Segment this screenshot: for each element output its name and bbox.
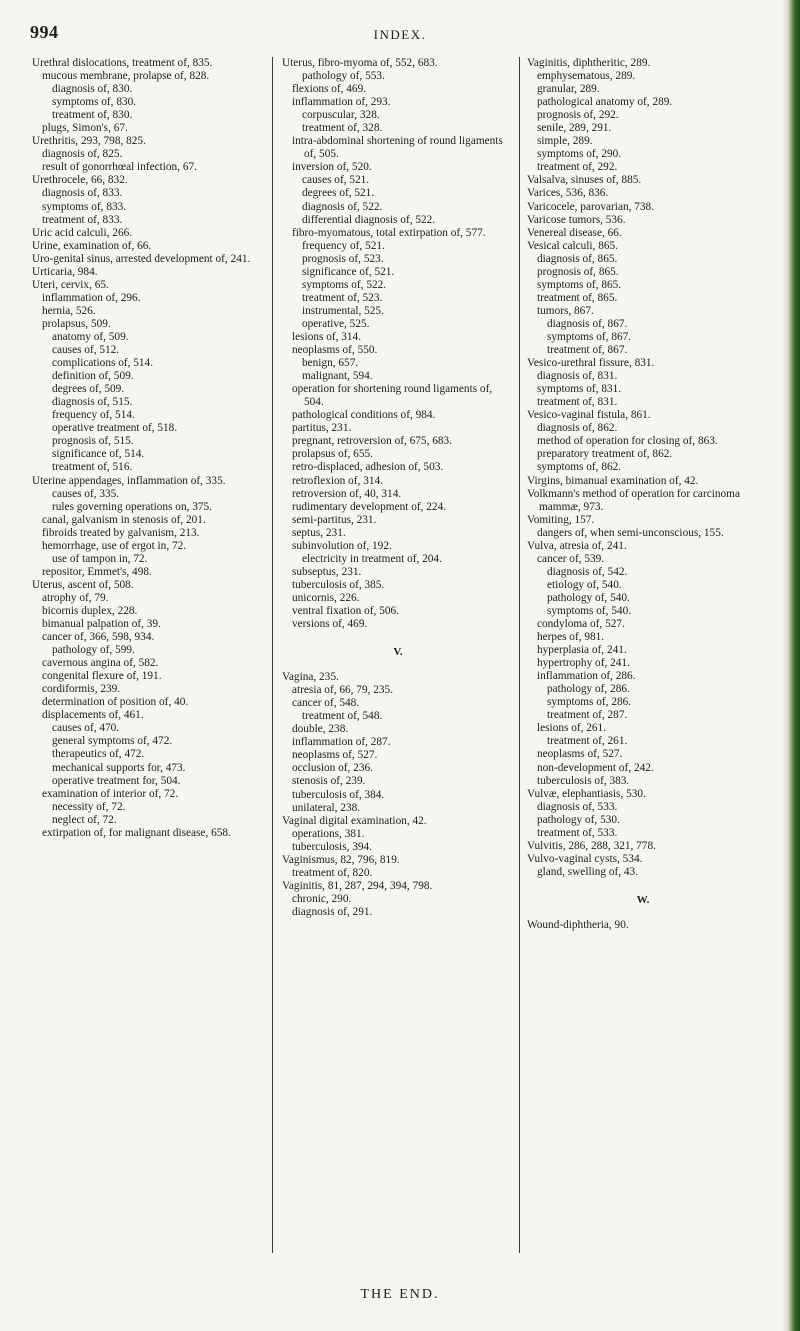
section-letter: W. [636, 893, 650, 906]
index-subentry: symptoms of, 286. [547, 696, 632, 709]
index-subentry: hemorrhage, use of ergot in, 72. [42, 539, 187, 552]
index-subentry: operative, 525. [302, 317, 370, 330]
index-subentry: preparatory treatment of, 862. [537, 448, 673, 461]
index-entry: Uric acid calculi, 266. [32, 226, 133, 239]
index-subentry: diagnosis of, 515. [52, 396, 133, 409]
index-subentry: condyloma of, 527. [537, 618, 625, 631]
index-subentry: symptoms of, 862. [537, 461, 622, 474]
index-subentry: diagnosis of, 533. [537, 800, 618, 813]
index-entry: Virgins, bimanual examination of, 42. [527, 474, 699, 487]
index-entry: Uterus, fibro-myoma of, 552, 683. [282, 57, 438, 69]
index-subentry: operation for shortening round ligaments of, 504. [292, 383, 493, 409]
index-subentry: prognosis of, 515. [52, 435, 134, 448]
index-subentry: prolapsus of, 655. [292, 448, 373, 461]
index-subentry: symptoms of, 867. [547, 330, 632, 343]
index-subentry: benign, 657. [302, 357, 359, 370]
index-subentry: frequency of, 514. [52, 409, 135, 422]
index-subentry: pathology of, 530. [537, 813, 620, 826]
index-subentry: tuberculosis, 394. [292, 840, 373, 853]
index-subentry: pathological anatomy of, 289. [537, 96, 673, 109]
index-subentry: atrophy of, 79. [42, 591, 109, 604]
index-subentry: inflammation of, 287. [292, 736, 391, 749]
index-subentry: rules governing operations on, 375. [52, 500, 213, 513]
index-subentry: cancer of, 548. [292, 697, 360, 710]
index-subentry: therapeutics of, 472. [52, 748, 145, 761]
index-entry: Urine, examination of, 66. [32, 239, 152, 252]
index-entry: Vaginal digital examination, 42. [282, 814, 427, 827]
index-entry: Uro-genital sinus, arrested development of, 241. [32, 252, 251, 265]
index-entry: Varicose tumors, 536. [527, 213, 626, 226]
index-subentry: electricity in treatment of, 204. [302, 552, 442, 565]
index-subentry: inflammation of, 296. [42, 291, 141, 304]
index-subentry: inflammation of, 293. [292, 96, 391, 109]
index-subentry: retroflexion of, 314. [292, 474, 383, 487]
index-subentry: diagnosis of, 833. [42, 187, 123, 200]
column-divider-1 [272, 57, 273, 1253]
index-subentry: result of gonorrhœal infection, 67. [42, 161, 197, 174]
index-subentry: diagnosis of, 542. [547, 565, 628, 578]
index-subentry: symptoms of, 522. [302, 278, 387, 291]
index-subentry: causes of, 521. [302, 174, 370, 187]
index-entry: Uterine appendages, inflammation of, 335. [32, 474, 226, 487]
index-subentry: treatment of, 292. [537, 161, 618, 174]
index-subentry: causes of, 335. [52, 487, 120, 500]
index-subentry: treatment of, 830. [52, 109, 133, 122]
index-subentry: retroversion of, 40, 314. [292, 487, 402, 500]
page-number: 994 [30, 22, 59, 42]
index-subentry: rudimentary development of, 224. [292, 500, 447, 513]
index-entry: Varicocele, parovarian, 738. [527, 200, 655, 213]
index-subentry: diagnosis of, 522. [302, 200, 383, 213]
index-entry: Vesico-vaginal fistula, 861. [527, 409, 651, 422]
index-subentry: prognosis of, 523. [302, 252, 384, 265]
index-subentry: emphysematous, 289. [537, 70, 636, 83]
index-subentry: neoplasms of, 527. [292, 749, 378, 762]
index-entry: Urethral dislocations, treatment of, 835. [32, 57, 213, 69]
index-subentry: definition of, 509. [52, 370, 134, 383]
index-subentry: displacements of, 461. [42, 709, 144, 722]
index-subentry: use of tampon in, 72. [52, 552, 148, 565]
index-entry: Vesico-urethral fissure, 831. [527, 357, 655, 370]
index-columns [32, 57, 762, 1272]
index-subentry: operations, 381. [292, 827, 365, 840]
index-subentry: tumors, 867. [537, 304, 594, 317]
index-subentry: diagnosis of, 831. [537, 370, 618, 383]
index-subentry: hernia, 526. [42, 304, 96, 317]
index-subentry: causes of, 470. [52, 722, 120, 735]
index-subentry: non-development of, 242. [537, 761, 654, 774]
index-subentry: unicornis, 226. [292, 591, 360, 604]
index-subentry: degrees of, 521. [302, 187, 375, 200]
index-entry: Wound-diphtheria, 90. [527, 919, 629, 931]
index-entry: Vulvo-vaginal cysts, 534. [527, 852, 643, 865]
index-subentry: mucous membrane, prolapse of, 828. [42, 70, 210, 83]
index-subentry: repositor, Emmet's, 498. [42, 565, 152, 578]
index-subentry: treatment of, 831. [537, 396, 618, 409]
index-subentry: lesions of, 314. [292, 330, 362, 343]
index-subentry: diagnosis of, 862. [537, 422, 618, 435]
index-subentry: neoplasms of, 550. [292, 344, 378, 357]
index-subentry: instrumental, 525. [302, 304, 384, 317]
column-divider-2 [519, 57, 520, 1253]
index-subentry: treatment of, 533. [537, 826, 618, 839]
page-edge [782, 0, 800, 1331]
index-subentry: significance of, 514. [52, 448, 145, 461]
index-subentry: pathology of, 553. [302, 70, 385, 83]
index-subentry: lesions of, 261. [537, 722, 607, 735]
index-subentry: gland, swelling of, 43. [537, 865, 639, 878]
index-entry: Vaginitis, diphtheritic, 289. [527, 57, 651, 69]
index-subentry: cancer of, 366, 598, 934. [42, 631, 155, 644]
index-entry: Vaginismus, 82, 796, 819. [282, 853, 400, 866]
index-subentry: simple, 289. [537, 135, 593, 148]
index-subentry: bicornis duplex, 228. [42, 604, 138, 617]
the-end-text: THE END. [360, 1287, 440, 1302]
index-subentry: plugs, Simon's, 67. [42, 122, 128, 135]
index-subentry: fibroids treated by galvanism, 213. [42, 526, 200, 539]
index-subentry: diagnosis of, 867. [547, 317, 628, 330]
index-entry: Volkmann's method of operation for carcinoma mammæ, 973. [527, 487, 740, 513]
index-subentry: significance of, 521. [302, 265, 395, 278]
index-column-3 [527, 57, 759, 1272]
index-subentry: corpuscular, 328. [302, 109, 380, 122]
index-subentry: symptoms of, 833. [42, 200, 127, 213]
index-subentry: symptoms of, 830. [52, 96, 137, 109]
index-entry: Varices, 536, 836. [527, 187, 609, 200]
index-entry: Urethritis, 293, 798, 825. [32, 135, 146, 148]
index-subentry: double, 238. [292, 723, 349, 736]
index-subentry: treatment of, 833. [42, 213, 123, 226]
index-subentry: causes of, 512. [52, 344, 120, 357]
section-letter: V. [393, 646, 403, 659]
index-subentry: semi-partitus, 231. [292, 513, 377, 526]
index-subentry: treatment of, 865. [537, 291, 618, 304]
index-subentry: treatment of, 548. [302, 710, 383, 723]
index-subentry: inflammation of, 286. [537, 670, 636, 683]
index-subentry: senile, 289, 291. [537, 122, 612, 135]
index-subentry: flexions of, 469. [292, 83, 367, 96]
index-entry: Vaginitis, 81, 287, 294, 394, 798. [282, 879, 433, 892]
index-subentry: frequency of, 521. [302, 239, 385, 252]
index-subentry: diagnosis of, 830. [52, 83, 133, 96]
index-subentry: pathology of, 286. [547, 683, 630, 696]
index-subentry: necessity of, 72. [52, 800, 126, 813]
index-subentry: pathological conditions of, 984. [292, 409, 436, 422]
index-subentry: diagnosis of, 291. [292, 905, 373, 918]
index-subentry: prognosis of, 865. [537, 265, 619, 278]
index-subentry: neglect of, 72. [52, 813, 117, 826]
index-subentry: congenital flexure of, 191. [42, 670, 162, 683]
index-subentry: hypertrophy of, 241. [537, 657, 630, 670]
index-subentry: versions of, 469. [292, 618, 368, 631]
index-subentry: diagnosis of, 825. [42, 148, 123, 161]
index-subentry: cavernous angina of, 582. [42, 657, 159, 670]
index-subentry: granular, 289. [537, 83, 600, 96]
index-subentry: prognosis of, 292. [537, 109, 619, 122]
index-subentry: etiology of, 540. [547, 578, 622, 591]
index-subentry: herpes of, 981. [537, 631, 605, 644]
index-subentry: operative treatment of, 518. [52, 422, 178, 435]
index-entry: Uteri, cervix, 65. [32, 278, 109, 291]
index-subentry: treatment of, 820. [292, 866, 373, 879]
running-head: INDEX. [373, 27, 427, 42]
index-subentry: tuberculosis of, 384. [292, 788, 385, 801]
index-subentry: canal, galvanism in stenosis of, 201. [42, 513, 206, 526]
index-subentry: fibro-myomatous, total extirpation of, 577. [292, 226, 486, 239]
index-entry: Vesical calculi, 865. [527, 239, 618, 252]
index-subentry: examination of interior of, 72. [42, 787, 179, 800]
index-subentry: occlusion of, 236. [292, 762, 373, 775]
index-subentry: tuberculosis of, 383. [537, 774, 630, 787]
index-subentry: ventral fixation of, 506. [292, 604, 399, 617]
index-subentry: symptoms of, 865. [537, 278, 622, 291]
index-subentry: unilateral, 238. [292, 801, 361, 814]
index-subentry: extirpation of, for malignant disease, 658. [42, 826, 231, 839]
index-entry: Vagina, 235. [282, 671, 339, 684]
index-subentry: pathology of, 540. [547, 591, 630, 604]
index-subentry: diagnosis of, 865. [537, 252, 618, 265]
index-subentry: determination of position of, 40. [42, 696, 189, 709]
index-entry: Vulva, atresia of, 241. [527, 539, 627, 552]
index-subentry: malignant, 594. [302, 370, 373, 383]
index-subentry: neoplasms of, 527. [537, 748, 623, 761]
index-subentry: treatment of, 867. [547, 344, 628, 357]
index-subentry: complications of, 514. [52, 357, 154, 370]
index-column-1 [32, 57, 264, 1272]
index-subentry: partitus, 231. [292, 422, 352, 435]
index-subentry: intra-abdominal shortening of round ligaments of, 505. [292, 135, 503, 161]
index-subentry: subinvolution of, 192. [292, 539, 392, 552]
index-subentry: prolapsus, 509. [42, 317, 111, 330]
index-entry: Urticaria, 984. [32, 265, 98, 278]
index-entry: Valsalva, sinuses of, 885. [527, 174, 642, 187]
index-subentry: bimanual palpation of, 39. [42, 618, 161, 631]
index-subentry: anatomy of, 509. [52, 330, 129, 343]
index-subentry: septus, 231. [292, 526, 346, 539]
index-entry: Vomiting, 157. [527, 513, 595, 526]
index-subentry: operative treatment for, 504. [52, 774, 181, 787]
index-subentry: differential diagnosis of, 522. [302, 213, 436, 226]
index-subentry: general symptoms of, 472. [52, 735, 173, 748]
index-column-2 [282, 57, 514, 1272]
index-subentry: symptoms of, 831. [537, 383, 622, 396]
index-subentry: symptoms of, 540. [547, 604, 632, 617]
index-subentry: treatment of, 261. [547, 735, 628, 748]
index-subentry: pregnant, retroversion of, 675, 683. [292, 435, 452, 448]
index-subentry: mechanical supports for, 473. [52, 761, 186, 774]
index-subentry: treatment of, 523. [302, 291, 383, 304]
index-subentry: stenosis of, 239. [292, 775, 366, 788]
index-subentry: hyperplasia of, 241. [537, 644, 627, 657]
index-subentry: dangers of, when semi-unconscious, 155. [537, 526, 724, 539]
index-subentry: degrees of, 509. [52, 383, 125, 396]
index-subentry: symptoms of, 290. [537, 148, 622, 161]
index-subentry: tuberculosis of, 385. [292, 578, 385, 591]
index-subentry: treatment of, 516. [52, 461, 133, 474]
index-subentry: method of operation for closing of, 863. [537, 435, 718, 448]
index-subentry: retro-displaced, adhesion of, 503. [292, 461, 444, 474]
index-subentry: inversion of, 520. [292, 161, 372, 174]
index-subentry: cordiformis, 239. [42, 683, 121, 696]
index-subentry: subseptus, 231. [292, 565, 362, 578]
index-subentry: pathology of, 599. [52, 644, 135, 657]
index-entry: Vulvæ, elephantiasis, 530. [527, 787, 646, 800]
index-entry: Vulvitis, 286, 288, 321, 778. [527, 839, 656, 852]
index-subentry: treatment of, 287. [547, 709, 628, 722]
index-subentry: chronic, 290. [292, 892, 352, 905]
index-subentry: treatment of, 328. [302, 122, 383, 135]
index-entry: Urethrocele, 66, 832. [32, 174, 128, 187]
index-subentry: cancer of, 539. [537, 552, 605, 565]
index-entry: Uterus, ascent of, 508. [32, 578, 134, 591]
index-subentry: atresia of, 66, 79, 235. [292, 684, 394, 697]
index-entry: Venereal disease, 66. [527, 226, 622, 239]
